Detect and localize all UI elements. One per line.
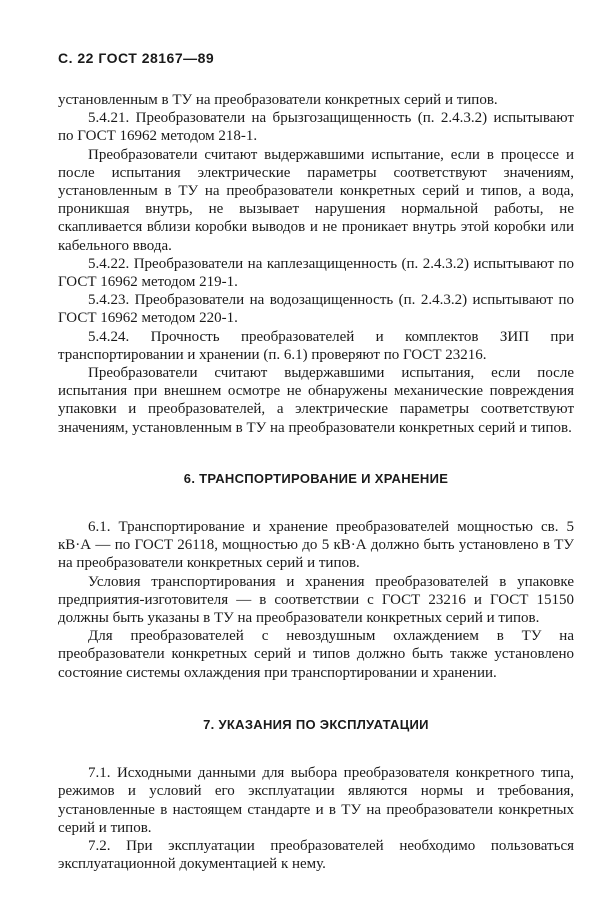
paragraph-7-1: 7.1. Исходными данными для выбора преобразователя конкретного типа, режимов и условий его эксплуатации являются нормы и требования, установленные в настоящем стандарте и в ТУ на преобразователи конкретных серий и типов. [58,765,574,836]
paragraph-7-2: 7.2. При эксплуатации преобразователей необходимо пользоваться эксплуатационной документацией к нему. [58,837,574,873]
paragraph-5-4-24: 5.4.24. Прочность преобразователей и комплектов ЗИП при транспортировании и хранении (п. 6.1) проверяют по ГОСТ 23216. [58,328,574,363]
paragraph-5-4-21-criteria: Преобразователи считают выдержавшими испытание, если в процессе и после испытания электрические параметры соответствуют значениям, установленным в ТУ на преобразователи конкретных серий и типов, а вода, проникшая внутрь, не вызывает нарушения нормальной работы, не скапливается вблизи коробки выводов и не проникает внутрь этой коробки или кабельного ввода. [58,146,574,254]
paragraph-6-1: 6.1. Транспортирование и хранение преобразователей мощностью св. 5 кВ·А — по ГОСТ 26118, мощностью до 5 кВ·А должно быть установлено в ТУ на преобразователи конкретных серий и типов. [58,519,574,572]
section-6-heading: 6. ТРАНСПОРТИРОВАНИЕ И ХРАНЕНИЕ [183,470,449,486]
paragraph-continuation: установленным в ТУ на преобразователи конкретных серий и типов. [58,92,498,108]
paragraph-5-4-22: 5.4.22. Преобразователи на каплезащищенность (п. 2.4.3.2) испытывают по ГОСТ 16962 методом 219-1. [58,255,574,291]
document-body [58,91,574,873]
paragraph-6-1-cooling: Для преобразователей с невоздушным охлаждением в ТУ на преобразователи конкретных серий и типов должно быть также установлено состояние системы охлаждения при транспортировании и хранении. [58,628,574,681]
section-7-heading: 7. УКАЗАНИЯ ПО ЭКСПЛУАТАЦИИ [203,716,429,732]
page-header: С. 22 ГОСТ 28167—89 [58,50,215,66]
paragraph-5-4-21: 5.4.21. Преобразователи на брызгозащищенность (п. 2.4.3.2) испытывают по ГОСТ 16962 методом 218-1. [58,110,574,145]
paragraph-6-1-conditions: Условия транспортирования и хранения преобразователей в упаковке предприятия-изготовителя — в соответствии с ГОСТ 23216 и ГОСТ 15150 должны быть указаны в ТУ на преобразователи конкретных серий и типов. [58,573,574,627]
paragraph-5-4-23: 5.4.23. Преобразователи на водозащищенность (п. 2.4.3.2) испытывают по ГОСТ 16962 методом 220-1. [58,292,574,327]
paragraph-5-4-24-criteria: Преобразователи считают выдержавшими испытания, если после испытания при внешнем осмотре не обнаружены механические повреждения упаковки и преобразователей, а электрические параметры соответствуют значениям, установленным в ТУ на преобразователи конкретных серий и типов. [58,365,574,436]
